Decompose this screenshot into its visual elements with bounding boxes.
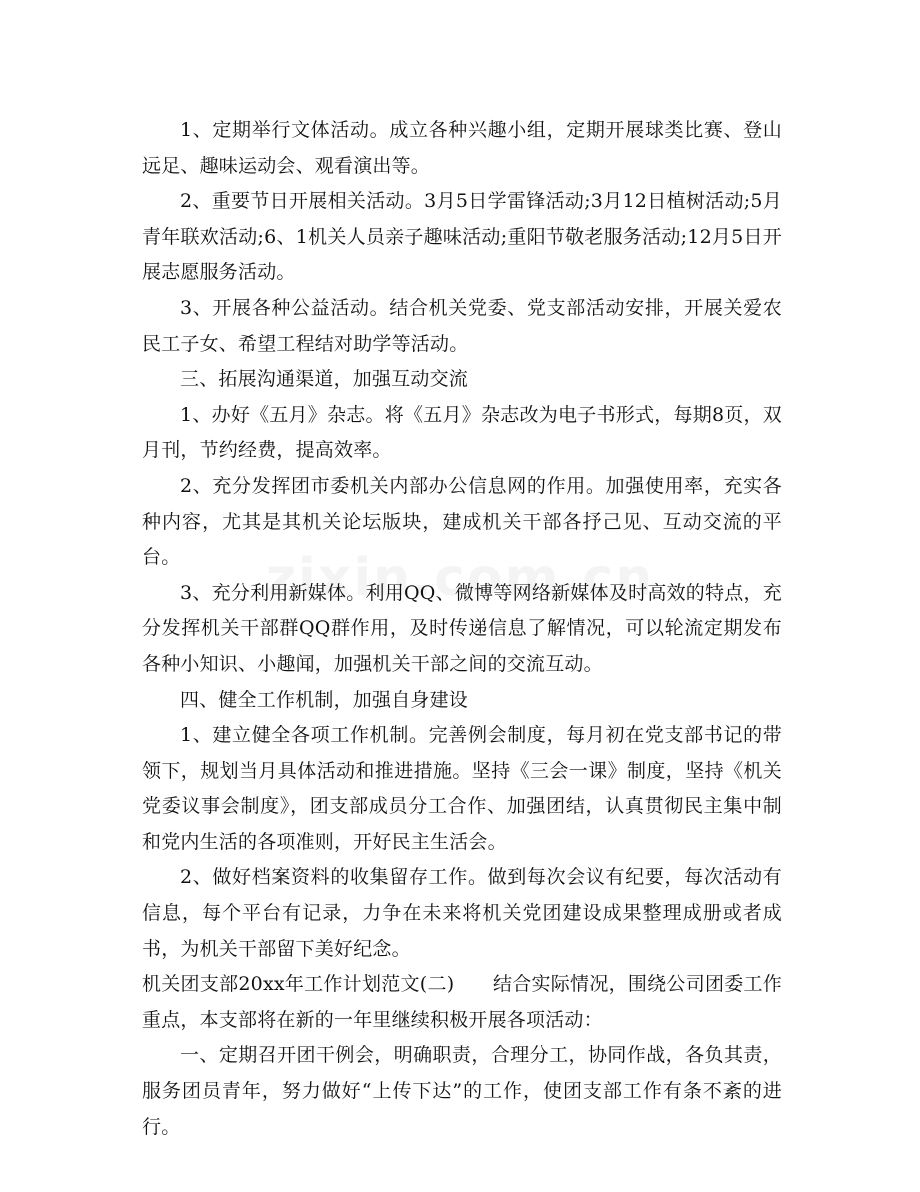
paragraph-work-mechanism: 1、建立健全各项工作机制。完善例会制度，每月初在党支部书记的带领下，规划当月具体活动和推进措施。坚持《三会一课》制度，坚持《机关党委议事会制度》，团支部成员分工合作、加强团结，认真贯彻民主集中制和党内生活的各项准则，开好民主生活会。 bbox=[142, 724, 782, 853]
paragraph-magazine: 1、办好《五月》杂志。将《五月》杂志改为电子书形式，每期8页，双月刊，节约经费，提高效率。 bbox=[142, 403, 782, 462]
paragraph-intranet: 2、充分发挥团市委机关内部办公信息网的作用。加强使用率，充实各种内容，尤其是其机关论坛版块，建成机关干部各抒己见、互动交流的平台。 bbox=[142, 474, 782, 569]
paragraph-activities-holidays: 2、重要节日开展相关活动。3月5日学雷锋活动;3月12日植树活动;5月青年联欢活动;6、1机关人员亲子趣味活动;重阳节敬老服务活动;12月5日开展志愿服务活动。 bbox=[142, 190, 782, 284]
section-heading-mechanism: 四、健全工作机制，加强自身建设 bbox=[180, 688, 469, 711]
document-body bbox=[142, 113, 782, 1145]
paragraph-regular-meetings: 一、定期召开团干例会，明确职责，合理分工，协同作战，各负其责，服务团员青年，努力做好“上传下达”的工作，使团支部工作有条不紊的进行。 bbox=[142, 1044, 782, 1138]
paragraph-activities-sports: 1、定期举行文体活动。成立各种兴趣小组，定期开展球类比赛、登山远足、趣味运动会、观看演出等。 bbox=[142, 119, 782, 177]
paragraph-archives: 2、做好档案资料的收集留存工作。做到每次会议有纪要，每次活动有信息，每个平台有记录，力争在未来将机关党团建设成果整理成册或者成书，为机关干部留下美好纪念。 bbox=[142, 866, 782, 960]
section-heading-communication: 三、拓展沟通渠道，加强互动交流 bbox=[180, 368, 469, 391]
paragraph-activities-charity: 3、开展各种公益活动。结合机关党委、党支部活动安排，开展关爱农民工子女、希望工程结对助学等活动。 bbox=[142, 296, 782, 355]
paragraph-new-media: 3、充分利用新媒体。利用QQ、微博等网络新媒体及时高效的特点，充分发挥机关干部群QQ群作用，及时传递信息了解情况，可以轮流定期发布各种小知识、小趣闻，加强机关干部之间的交流互动。 bbox=[142, 581, 782, 675]
paragraph-plan-title-intro: 机关团支部20xx年工作计划范文(二) 结合实际情况，围绕公司团委工作重点，本支部将在新的一年里继续积极开展各项活动： bbox=[142, 973, 782, 1031]
